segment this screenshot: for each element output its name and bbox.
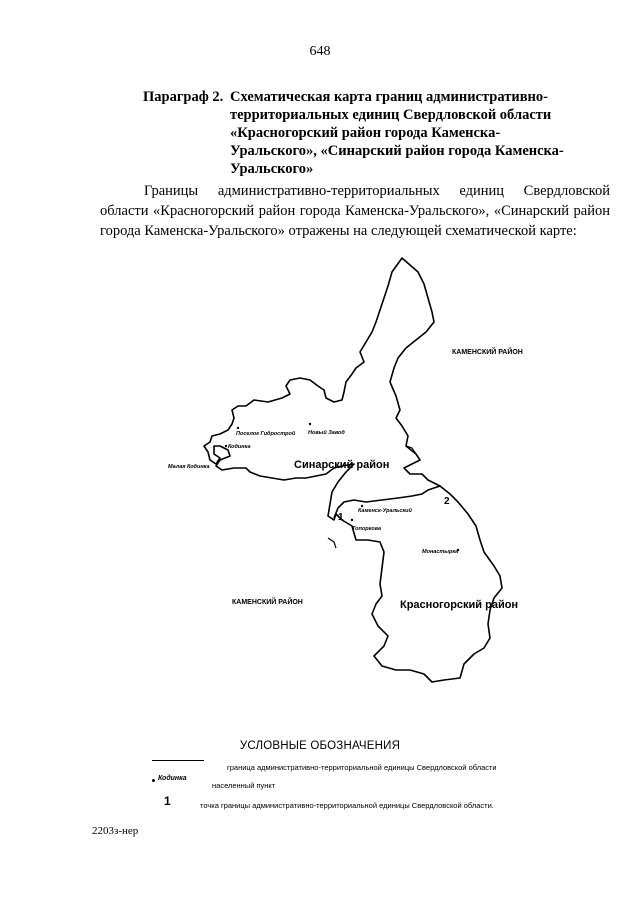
schematic-map bbox=[150, 250, 570, 690]
inlet-south bbox=[328, 538, 336, 548]
heading-label: Параграф 2. bbox=[143, 89, 224, 105]
intro-paragraph: Границы административно-территориальных единиц Свердловской области «Красногорский район города Каменска-Уральского», «Синарский район города Каменска-Уральского» отражены на следующей схематической карте: bbox=[100, 183, 610, 239]
label-kamensky-east: КАМЕНСКИЙ РАЙОН bbox=[452, 349, 523, 356]
legend-settlement-desc: населенный пункт bbox=[212, 781, 276, 790]
settlement-dot-kamensk bbox=[361, 505, 363, 507]
settlement-toporkova: Топоркова bbox=[352, 526, 382, 532]
settlement-gidrostroy: Поселок Гидрострой bbox=[236, 431, 296, 437]
boundary-point-1: 1 bbox=[338, 512, 344, 523]
settlement-dot-gidrostroy bbox=[237, 427, 239, 429]
settlement-kamensk: Каменск-Уральский bbox=[358, 508, 412, 514]
legend-point-sample: 1 bbox=[164, 794, 171, 808]
settlement-malaya-kodinka: Малая Кодинка bbox=[168, 464, 210, 470]
legend-boundary-line bbox=[152, 760, 204, 761]
label-krasnogorsky: Красногорский район bbox=[400, 599, 519, 611]
legend-boundary-desc: граница административно-территориальной единицы Свердловской области bbox=[227, 763, 497, 772]
document-code: 2203з-нер bbox=[92, 825, 139, 837]
legend-settlement-sample: Кодинка bbox=[158, 775, 187, 782]
legend-title: УСЛОВНЫЕ ОБОЗНАЧЕНИЯ bbox=[239, 740, 401, 752]
settlement-dot-toporkova bbox=[351, 519, 353, 521]
legend-point-desc: точка границы административно-территориальной единицы Свердловской области. bbox=[200, 801, 494, 810]
boundary-point-2: 2 bbox=[444, 496, 450, 507]
label-sinarsky: Синарский район bbox=[294, 459, 390, 471]
legend-settlement-dot bbox=[152, 779, 155, 782]
heading-text: Схематическая карта границ административно-территориальных единиц Свердловской области «Красногорский район города Каменска-Уральского», «Синарский район города Каменска-Уральского» bbox=[230, 89, 564, 177]
settlement-dot-novy-zavod bbox=[309, 423, 311, 425]
settlement-dot-malaya-kodinka bbox=[217, 461, 219, 463]
settlement-dot-kodinka bbox=[225, 445, 227, 447]
settlement-monastyrka: Монастырка bbox=[422, 549, 459, 555]
page-number: 648 bbox=[309, 44, 331, 59]
settlement-kodinka: Кодинка bbox=[228, 444, 251, 450]
settlement-novy-zavod: Новый Завод bbox=[308, 430, 345, 436]
label-kamensky-west: КАМЕНСКИЙ РАЙОН bbox=[232, 599, 303, 606]
